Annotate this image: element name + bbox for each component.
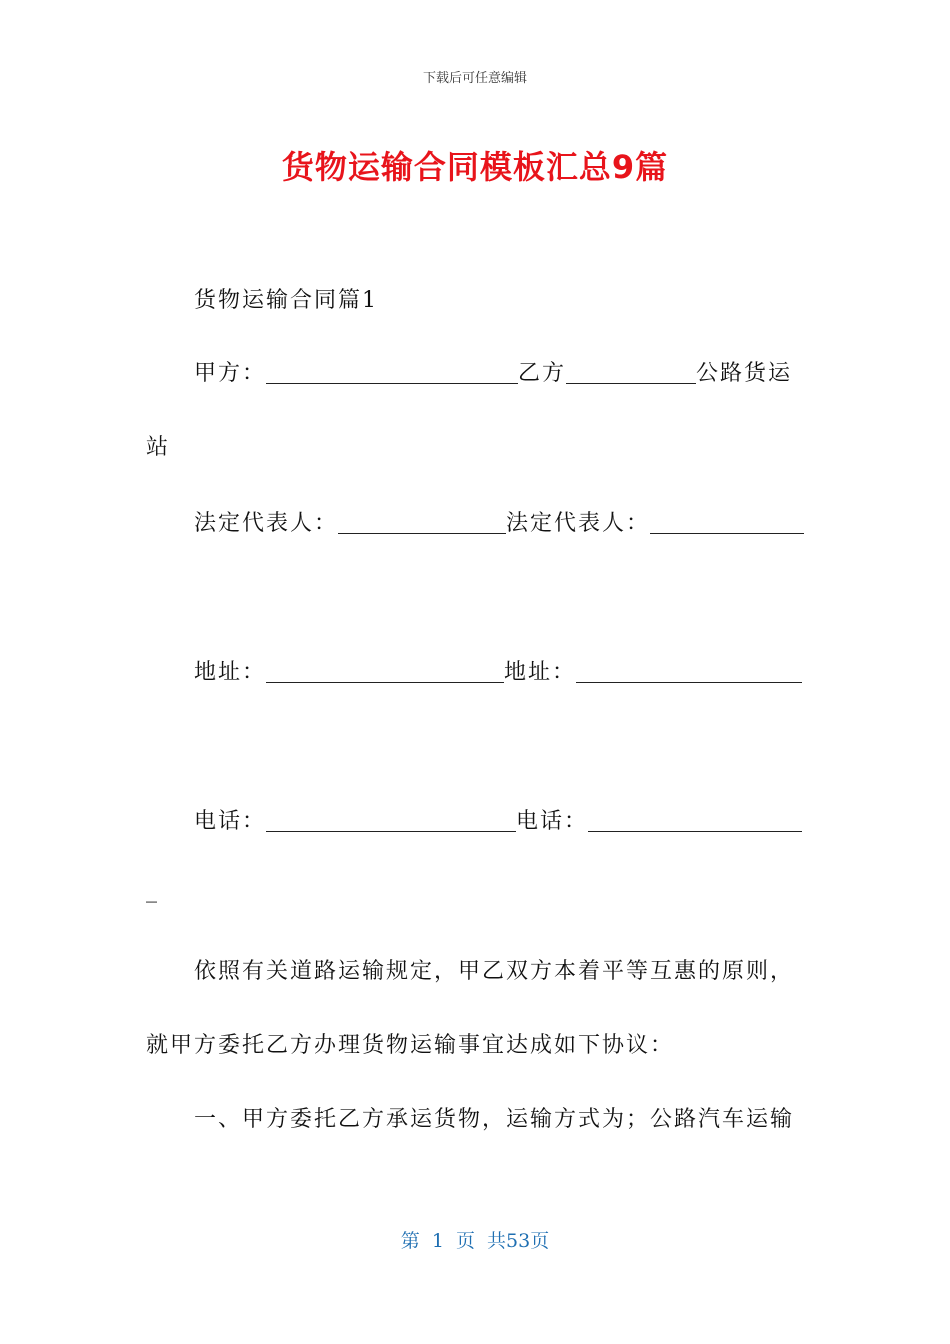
party-b-suffix-wrap: 站 [146, 435, 171, 460]
legal-rep-b-blank[interactable] [650, 513, 804, 534]
phone-a-label: 电话： [194, 809, 267, 834]
footer-page-number: 1 [431, 1230, 444, 1252]
phone-line [194, 804, 802, 835]
address-line [194, 655, 802, 686]
phone-a-blank[interactable] [266, 811, 516, 832]
page-footer [0, 1226, 950, 1253]
address-a-label: 地址： [194, 660, 267, 685]
paragraph-1-line-1: 依照有关道路运输规定，甲乙双方本着平等互惠的原则， [194, 959, 795, 984]
footer-suffix: 页 [530, 1230, 550, 1252]
address-a-blank[interactable] [266, 662, 504, 683]
party-b-blank[interactable] [566, 363, 696, 384]
party-line [194, 356, 792, 387]
paragraph-1-line-2: 就甲方委托乙方办理货物运输事宜达成如下协议： [146, 1033, 675, 1058]
document-title: 货物运输合同模板汇总9篇 [281, 148, 669, 186]
party-b-label: 乙方 [518, 361, 567, 386]
footer-prefix: 第 [400, 1230, 420, 1252]
footer-total-pages: 53 [506, 1230, 531, 1252]
party-a-blank[interactable] [266, 363, 518, 384]
address-b-blank[interactable] [576, 662, 802, 683]
footer-mid: 页 共 [455, 1230, 507, 1252]
section-heading: 货物运输合同篇1 [194, 288, 378, 313]
address-b-label: 地址： [504, 660, 577, 685]
party-b-suffix: 公路货运 [696, 361, 793, 386]
legal-rep-line [194, 506, 804, 537]
party-a-label: 甲方： [194, 361, 267, 386]
phone-b-label: 电话： [516, 809, 589, 834]
phone-wrap: _ [146, 878, 159, 903]
header-note: 下载后可任意编辑 [422, 71, 527, 86]
clause-1: 一、甲方委托乙方承运货物，运输方式为；公路汽车运输 [194, 1107, 795, 1132]
phone-b-blank[interactable] [588, 811, 802, 832]
legal-rep-b-label: 法定代表人： [506, 511, 651, 536]
legal-rep-a-label: 法定代表人： [194, 511, 339, 536]
legal-rep-a-blank[interactable] [338, 513, 506, 534]
